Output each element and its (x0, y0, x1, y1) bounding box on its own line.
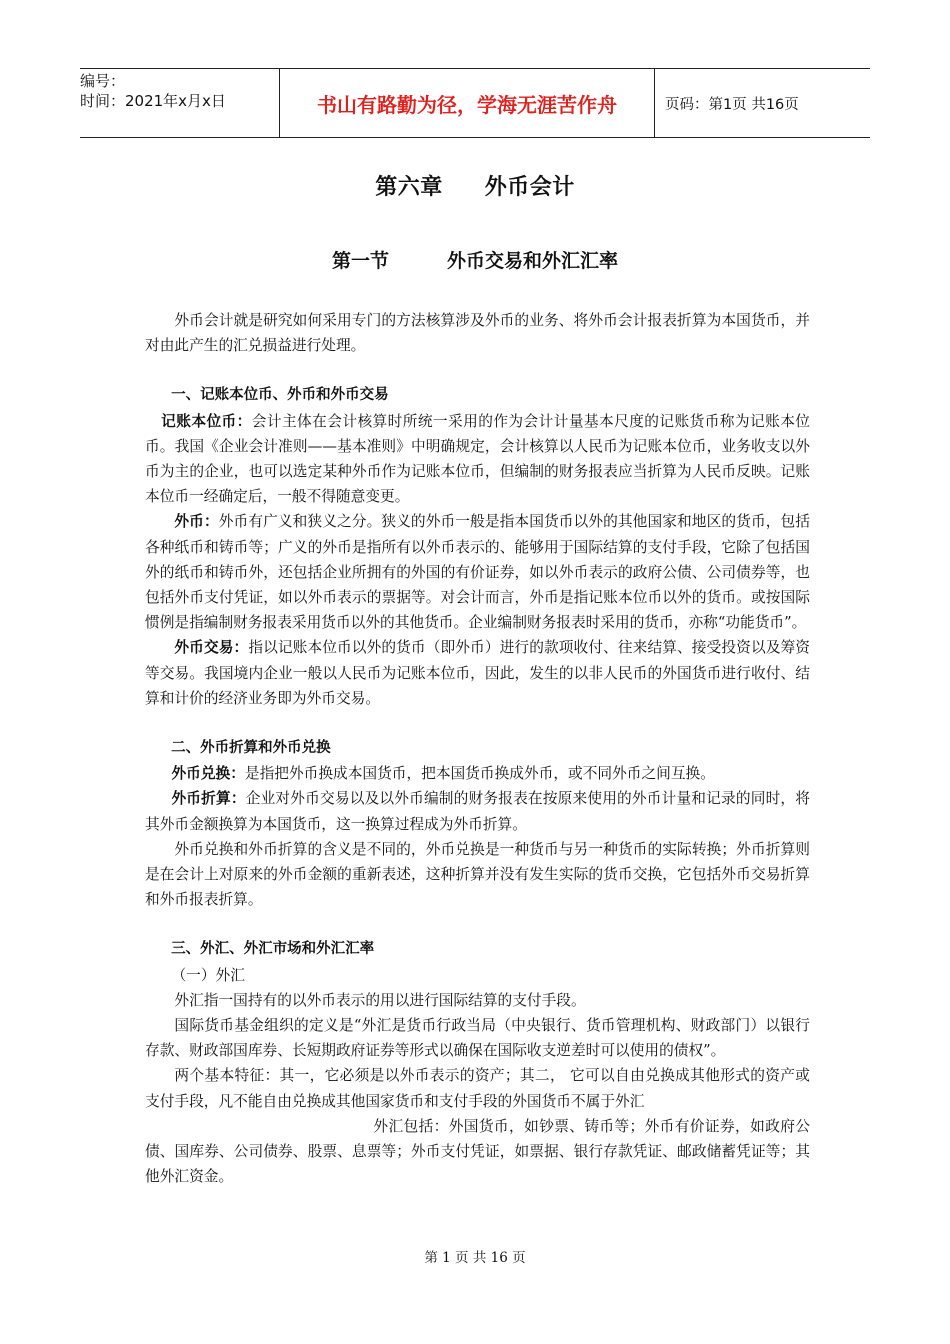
document-body (145, 308, 810, 1190)
term-exchange: 外币兑换： (171, 765, 245, 783)
paragraph-base-currency: 记账本位币：会计主体在会计核算时所统一采用的作为会计计量基本尺度的记账货币称为记账本位币。我国《企业会计准则——基本准则》中明确规定，会计核算以人民币为记账本位币，业务收支以外币为主的企业，也可以选定某种外币作为记账本位币，但编制的财务报表应当折算为人民币反映。记账本位币一经确定后，一般不得随意变更。 (145, 412, 810, 506)
section-heading-1: 一、记账本位币、外币和外币交易 (171, 387, 389, 404)
paragraph-translation: 外币折算：企业对外币交易以及以外币编制的财务报表在按原来使用的外币计量和记录的同时，将其外币金额换算为本国货币，这一换算过程成为外币折算。 (145, 790, 810, 833)
header-motto: 书山有路勤为径，学海无涯苦作舟 (280, 69, 655, 137)
paragraph-fx-includes: 外汇包括：外国货币，如钞票、铸币等；外币有价证券，如政府公债、国库券、公司债券、股票、息票等；外币支付凭证，如票据、银行存款凭证、邮政储蓄凭证等；其他外汇资金。 (145, 1117, 810, 1186)
term-foreign-transaction: 外币交易： (174, 639, 249, 657)
section-heading-2: 二、外币折算和外币兑换 (171, 740, 331, 757)
intro-paragraph: 外币会计就是研究如何采用专门的方法核算涉及外币的业务、将外币会计报表折算为本国货币，并对由此产生的汇兑损益进行处理。 (145, 312, 810, 355)
page-footer: 第 1 页 共 16 页 (424, 1250, 526, 1266)
document-number-label: 编号： (80, 72, 126, 90)
header-meta (80, 69, 280, 137)
term-translation: 外币折算： (171, 790, 246, 808)
page-header (80, 68, 870, 138)
term-foreign-currency: 外币： (174, 513, 219, 531)
paragraph-imf-definition: 国际货币基金组织的定义是“外汇是货币行政当局（中央银行、货币管理机构、财政部门）以银行存款、财政部国库券、长短期政府证券等形式以确保在国际收支逆差时可以使用的债权”。 (145, 1017, 810, 1060)
paragraph-exchange: 外币兑换：是指把外币换成本国货币，把本国货币换成外币，或不同外币之间互换。 (171, 765, 715, 783)
paragraph-features: 两个基本特征：其一，它必须是以外币表示的资产；其二， 它可以自由兑换成其他形式的资产或支付手段，凡不能自由兑换成其他国家货币和支付手段的外国货币不属于外汇 (145, 1067, 810, 1110)
paragraph-foreign-currency: 外币：外币有广义和狭义之分。狭义的外币一般是指本国货币以外的其他国家和地区的货币，包括各种纸币和铸币等；广义的外币是指所有以外币表示的、能够用于国际结算的支付手段，它除了包括国外的纸币和铸币外，还包括企业所拥有的外国的有价证券，如以外币表示的政府公债、公司债券等，也包括外币支付凭证，如以外币表示的票据等。对会计而言，外币是指记账本位币以外的货币。或按国际惯例是指编制财务报表采用货币以外的其他货币。企业编制财务报表时采用的货币，亦称“功能货币”。 (145, 513, 810, 632)
chapter-title: 第六章 外币会计 (375, 175, 575, 200)
section-title: 第一节 外币交易和外汇汇率 (331, 250, 619, 272)
term-base-currency: 记账本位币： (161, 412, 252, 430)
section-heading-3: 三、外汇、外汇市场和外汇汇率 (171, 941, 375, 958)
document-date: 时间：2021年x月x日 (80, 92, 226, 110)
subheading-foreign-exchange: （一）外汇 (171, 966, 245, 984)
paragraph-foreign-transaction: 外币交易：指以记账本位币以外的货币（即外币）进行的款项收付、往来结算、接受投资以及筹资等交易。我国境内企业一般以人民币为记账本位币，因此，发生的以非人民币的外国货币进行收付、结算和计价的经济业务即为外币交易。 (145, 639, 810, 707)
paragraph-fx-definition: 外汇指一国持有的以外币表示的用以进行国际结算的支付手段。 (174, 991, 586, 1009)
paragraph-difference: 外币兑换和外币折算的含义是不同的，外币兑换是一种货币与另一种货币的实际转换；外币折算则是在会计上对原来的外币金额的重新表述，这种折算并没有发生实际的货币交换，它包括外币交易折算和外币报表折算。 (145, 840, 810, 909)
header-page-info: 页码：第1页 共16页 (665, 96, 799, 113)
